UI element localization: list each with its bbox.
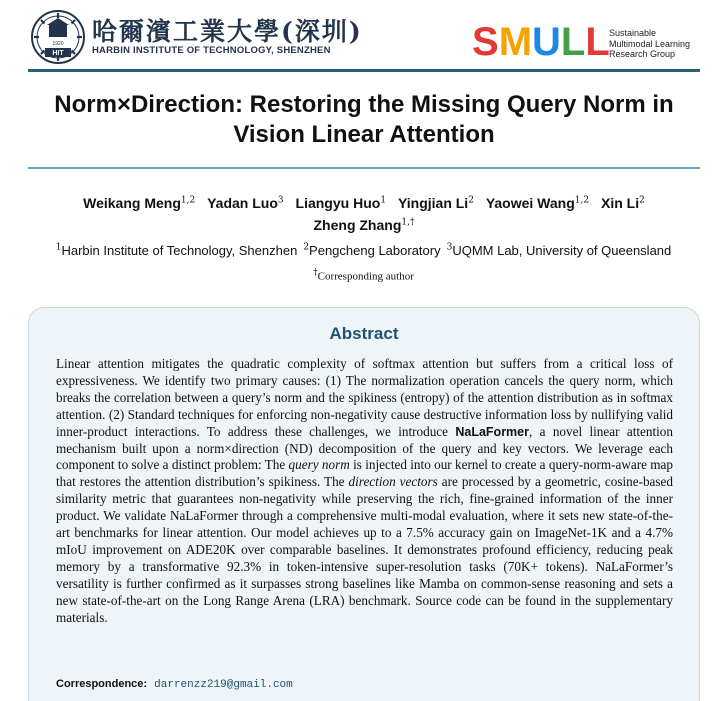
affiliation-list xyxy=(0,243,727,258)
smull-group-name xyxy=(609,28,709,60)
method-name: NaLaFormer xyxy=(455,424,529,439)
affiliation-name: Harbin Institute of Technology, Shenzhen xyxy=(61,243,298,259)
author xyxy=(207,195,284,211)
hit-name-english: HARBIN INSTITUTE OF TECHNOLOGY, SHENZHEN xyxy=(92,45,331,56)
author-name: Liangyu Huo xyxy=(295,194,381,211)
abstract-text-4: are processed by a geometric, cosine-based similarity metric that guarantees non-negativity while preserving the rich, fine-grained information of the inner product. We validate NaLaFormer through a comprehensive multi-modal evaluation, where it sets new state-of-the-art benchmarks for linear attention. Our model achieves up to a 7.5% accuracy gain on ImageNet-1K and a 4.7% mIoU improvement on ADE20K over comparable baselines. It demonstrates profound efficiency, reducing peak memory by a transformative 92.3% in token-intensive super-resolution tasks (70K+ tokens). NaLaFormer’s versatility is further confirmed as it surpasses strong baselines like Mamba on common-sense reasoning and sets a new state-of-the-art on the Long Range Arena (LRA) benchmark. Source code can be found in the supplementary materials. xyxy=(56,474,673,625)
author-name: Yaowei Wang xyxy=(485,194,575,211)
smull-letter: L xyxy=(560,20,586,64)
author-affiliation-marks: 1,† xyxy=(401,217,415,228)
smull-letter: L xyxy=(585,20,610,64)
hit-emblem-logo xyxy=(28,9,88,65)
author-affiliation-marks: 2 xyxy=(639,195,645,205)
author xyxy=(83,195,195,211)
corresponding-mark: † xyxy=(313,268,318,278)
author-list xyxy=(28,190,700,235)
author xyxy=(296,195,387,211)
author xyxy=(398,195,474,211)
corresponding-note xyxy=(0,268,727,283)
author-affiliation-marks: 1,2 xyxy=(180,195,196,205)
author xyxy=(486,195,589,211)
affiliation xyxy=(303,243,440,258)
author-affiliation-marks: 3 xyxy=(277,195,284,205)
affiliation-name: Pengcheng Laboratory xyxy=(309,243,441,259)
abstract-heading: Abstract xyxy=(329,324,399,343)
affiliation xyxy=(56,243,298,258)
author-affiliation-marks: 1,2 xyxy=(574,195,590,205)
abstract-text-2: , a novel linear attention mechanism built upon a norm×direction (ND) decomposition of the query and key vectors. We leverage each component to solve a distinct problem: The xyxy=(56,423,673,473)
author xyxy=(601,195,645,211)
smull-group-line: Research Group xyxy=(609,49,676,59)
affiliation xyxy=(447,243,672,258)
author-name: Zheng Zhang xyxy=(313,217,402,234)
affiliation-name: UQMM Lab, University of Queensland xyxy=(452,243,672,259)
correspondence-label: Correspondence: xyxy=(56,678,148,690)
abstract-text-3: is injected into our kernel to create a query-norm-aware map that restores the attention distribution’s spikiness. The xyxy=(56,457,674,490)
smull-letter: M xyxy=(498,20,533,64)
smull-logo xyxy=(472,20,610,64)
author-name: Yingjian Li xyxy=(397,194,469,211)
correspondence-email-link[interactable]: darrenzz219@gmail.com xyxy=(154,679,293,691)
corresponding-text: Corresponding author xyxy=(317,270,414,283)
smull-wordmark xyxy=(472,20,610,64)
smull-letter: U xyxy=(532,20,561,64)
abstract-text-1: Linear attention mitigates the quadratic complexity of softmax attention but suffers from a critical loss of expressiveness. We identify two primary causes: (1) The normalization operation cancels the query norm, which breaks the correlation between a query’s norm and the spikiness (entropy) of the attention distribution as in softmax attention. (2) Standard techniques for enforcing non-negativity cause destructive information loss by nullifying valid inner-product interactions. To address these challenges, we introduce xyxy=(56,356,673,439)
affiliation-mark: 1 xyxy=(55,243,62,253)
header-divider xyxy=(28,69,700,72)
paper-title xyxy=(28,90,700,150)
author-affiliation-marks: 2 xyxy=(468,195,474,205)
hit-emblem-abbr: HIT xyxy=(52,50,64,57)
title-line-2: Vision Linear Attention xyxy=(233,121,495,148)
affiliation-mark: 3 xyxy=(446,243,453,253)
smull-group-line: Sustainable xyxy=(609,28,657,38)
hit-name-chinese: 哈爾濱工業大學(深圳) xyxy=(92,17,363,46)
author-affiliation-marks: 1 xyxy=(380,195,387,205)
abstract-emphasis-direction-vectors: direction vectors xyxy=(348,474,438,490)
author-name: Yadan Luo xyxy=(207,194,278,211)
correspondence-line xyxy=(56,678,293,691)
hit-emblem-year: 1920 xyxy=(52,41,64,47)
author-name: Weikang Meng xyxy=(83,194,181,211)
abstract-body xyxy=(56,356,673,627)
affiliation-mark: 2 xyxy=(303,243,310,253)
author-name: Xin Li xyxy=(601,194,640,211)
title-divider xyxy=(28,167,700,169)
abstract-emphasis-query-norm: query norm xyxy=(288,457,350,473)
smull-letter: S xyxy=(472,20,499,64)
smull-group-line: Multimodal Learning xyxy=(609,38,691,49)
title-line-1: Norm×Direction: Restoring the Missing Query Norm in xyxy=(54,91,674,118)
page-header xyxy=(0,0,727,70)
author xyxy=(314,217,415,233)
